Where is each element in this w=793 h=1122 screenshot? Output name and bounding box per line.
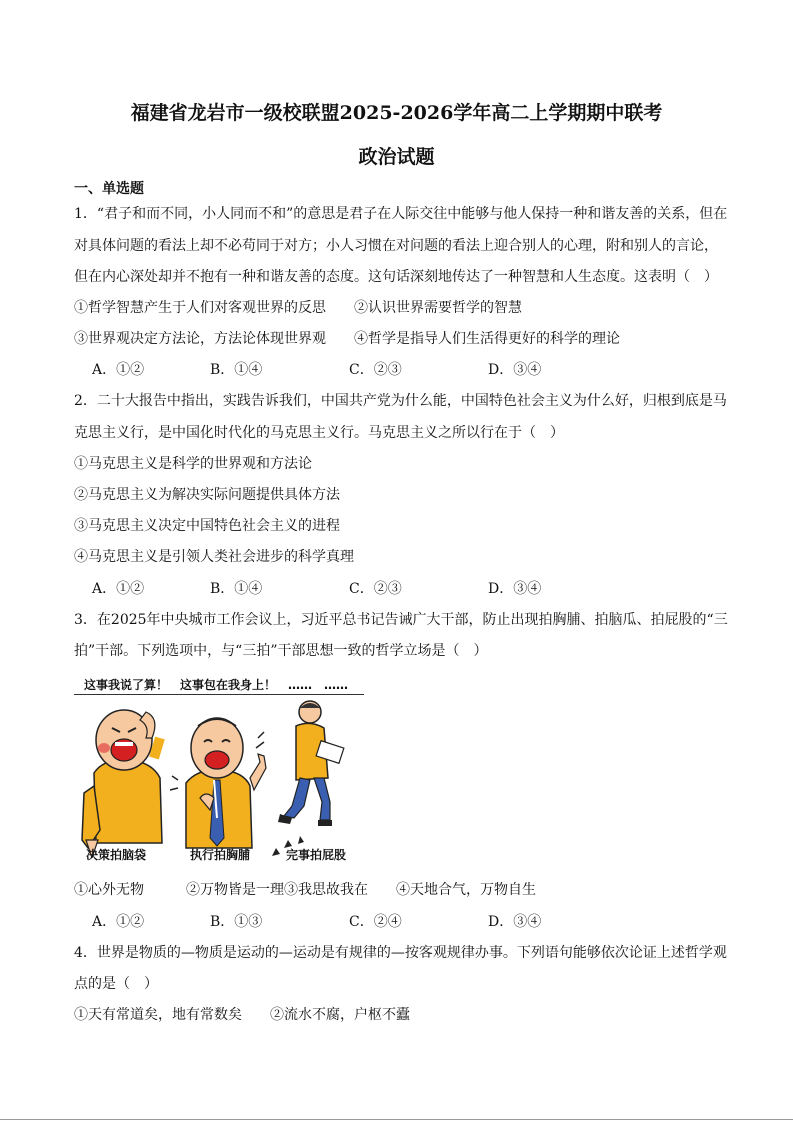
q1-line-1: 1．“君子和而不同，小人同而不和”的意思是君子在人际交往中能够与他人保持一种和谐友善的关系，但在	[74, 206, 728, 222]
q3-line-1: 3．在2025年中央城市工作会议上，习近平总书记告诫广大干部，防止出现拍胸脯、拍脑瓜、拍屁股的“三	[74, 612, 728, 628]
cartoon-caption-1: 决策拍脑袋	[86, 848, 147, 862]
q2-option-c[interactable]: C．②③	[349, 581, 402, 597]
q2-option-d[interactable]: D．③④	[488, 581, 542, 597]
q1-option-b[interactable]: B．①④	[210, 362, 263, 378]
q1-statement-2: ③世界观决定方法论，方法论体现世界观 ④哲学是指导人们生活得更好的科学的理论	[74, 331, 620, 347]
q1-statement-1: ①哲学智慧产生于人们对客观世界的反思 ②认识世界需要哲学的智慧	[74, 300, 522, 316]
q2-option-b[interactable]: B．①④	[210, 581, 263, 597]
q1-line-2: 对具体问题的看法上却不必苟同于对方；小人习惯在对问题的看法上迎合别人的心理，附和别人的言论，	[74, 238, 718, 254]
figure-slap-head	[82, 710, 162, 858]
thumbs-up-icon	[250, 754, 266, 790]
figure-slap-chest	[170, 718, 266, 848]
exam-subtitle: 政治试题	[358, 146, 435, 168]
q2-statement-4: ④马克思主义是引领人类社会进步的科学真理	[74, 549, 354, 565]
q4-line-1: 4．世界是物质的—物质是运动的—运动是有规律的—按客观规律办事。下列语句能够依次论证上述哲学观	[74, 945, 727, 961]
q1-option-a[interactable]: A．①②	[92, 362, 145, 378]
laughing-mouth	[205, 751, 229, 769]
q2-statement-3: ③马克思主义决定中国特色社会主义的进程	[74, 518, 340, 534]
cartoon-divider	[74, 694, 364, 695]
q3-line-2: 拍”干部。下列选项中，与“三拍”干部思想一致的哲学立场是（ ）	[74, 643, 488, 659]
three-slaps-cartoon	[74, 676, 374, 864]
page-bottom-rule	[0, 1119, 793, 1120]
cartoon-caption-2: 执行拍胸脯	[190, 848, 251, 862]
cartoon-caption-3: 完事拍屁股	[286, 848, 347, 862]
figure-walking-away	[272, 701, 344, 856]
q4-statement-1: ①天有常道矣，地有常数矣 ②流水不腐，户枢不蠹	[74, 1007, 410, 1023]
q2-statement-2: ②马克思主义为解决实际问题提供具体方法	[74, 487, 340, 503]
q3-option-b[interactable]: B．①③	[210, 914, 263, 930]
q3-statement-1: ①心外无物 ②万物皆是一理③我思故我在 ④天地合气，万物自生	[74, 882, 536, 898]
q2-line-1: 2．二十大报告中指出，实践告诉我们，中国共产党为什么能，中国特色社会主义为什么好，归根到底是马	[74, 393, 727, 409]
q1-line-3: 但在内心深处却并不抱有一种和谐友善的态度。这句话深刻地传达了一种智慧和人生态度。这表明（ ）	[74, 269, 718, 285]
q3-option-a[interactable]: A．①②	[92, 914, 145, 930]
section-label: 一、单选题	[74, 181, 144, 197]
cartoon-drawing	[74, 698, 374, 858]
q3-option-d[interactable]: D．③④	[488, 914, 542, 930]
q2-option-a[interactable]: A．①②	[92, 581, 145, 597]
q3-option-c[interactable]: C．②④	[349, 914, 402, 930]
exam-title: 福建省龙岩市一级校联盟2025-2026学年高二上学期期中联考	[130, 102, 663, 124]
q4-line-2: 点的是（ ）	[74, 976, 158, 992]
q1-option-c[interactable]: C．②③	[349, 362, 402, 378]
cartoon-speech: 这事我说了算！ 这事包在我身上！ …… ……	[84, 678, 349, 692]
q2-line-2: 克思主义行，是中国化时代化的马克思主义行。马克思主义之所以行在于（ ）	[74, 425, 564, 441]
q2-statement-1: ①马克思主义是科学的世界观和方法论	[74, 456, 312, 472]
q1-option-d[interactable]: D．③④	[488, 362, 542, 378]
